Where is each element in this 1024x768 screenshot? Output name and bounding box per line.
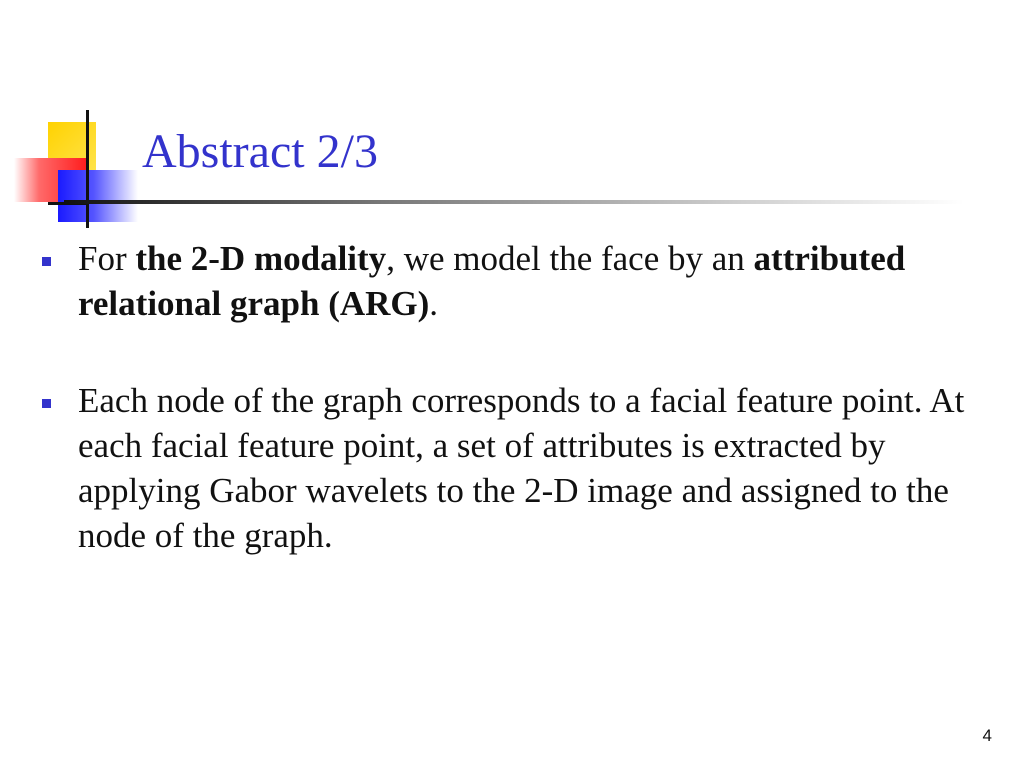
bullet-item-arg [40, 236, 970, 326]
bullet-text-bold-segment: attributed relational graph (ARG) [78, 239, 906, 323]
bullet-text-segment: For [78, 239, 136, 278]
bullet-text-segment: . [429, 284, 439, 323]
square-bullet-icon [42, 257, 51, 266]
bullet-text-bold-segment: the 2-D modality [135, 239, 387, 278]
bullet-item-node [40, 378, 970, 558]
decorative-logo-blocks [0, 0, 160, 240]
square-bullet-icon [42, 399, 51, 408]
page-number: 4 [982, 726, 992, 745]
blue-gradient-decoration [58, 170, 138, 222]
bullet-text-segment: Each node of the graph corresponds to a facial feature point. At each facial feature point, a set of attributes is extracted by applying Gabor wavelets to the 2-D image and assigned to the node of the graph. [78, 381, 965, 555]
title-underline-rule [64, 200, 964, 204]
vertical-line-decoration [86, 110, 89, 228]
bullet-list [40, 236, 970, 558]
bullet-text-segment: , we model the face by an [386, 239, 754, 278]
slide-title: Abstract 2/3 [142, 125, 378, 178]
